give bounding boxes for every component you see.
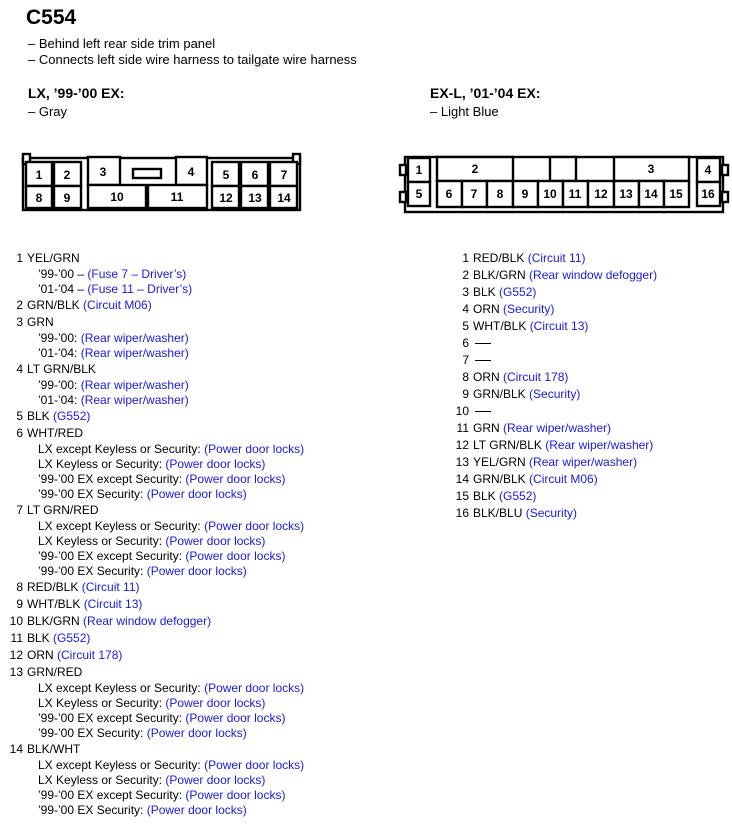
pin-number: 3	[16, 315, 23, 329]
pin-variant-line	[27, 696, 304, 711]
pin-entry	[455, 454, 657, 471]
wire-color: GRN/BLK	[473, 387, 526, 401]
pin-entry	[10, 630, 304, 647]
pin-entry	[462, 386, 657, 403]
wire-color: BLK/GRN	[473, 268, 526, 282]
pin-number: 10	[9, 614, 23, 628]
circuit-reference: (Circuit 178)	[503, 370, 569, 384]
wire-color: BLK/WHT	[27, 742, 81, 756]
variant-condition: ’99-’00:	[38, 378, 81, 392]
pin-variant-line	[27, 803, 304, 818]
cavity-label: 9	[521, 187, 529, 201]
circuit-reference: (Power door locks)	[146, 487, 247, 501]
description-line: – Connects left side wire harness to tailgate wire harness	[28, 52, 357, 67]
circuit-reference: (Circuit 11)	[81, 580, 140, 594]
cavity-label: 2	[471, 162, 479, 176]
variant-condition: LX except Keyless or Security:	[38, 758, 205, 772]
wire-color: BLK/BLU	[473, 506, 523, 520]
cavity-label: 11	[170, 190, 184, 204]
pin-number: 9	[16, 597, 23, 611]
pin-number: 2	[462, 268, 469, 282]
pin-entry	[462, 352, 657, 369]
cavity-label: 14	[277, 191, 291, 205]
pin-variant-line	[27, 378, 304, 393]
circuit-reference: (Fuse 7 – Driver’s)	[87, 267, 187, 281]
circuit-reference: (Rear wiper/washer)	[529, 455, 638, 469]
pin-number: 10	[455, 404, 469, 418]
pin-variant-line	[27, 564, 304, 579]
pin-number: 15	[455, 489, 469, 503]
pin-entry	[16, 502, 304, 519]
circuit-reference: (Power door locks)	[165, 534, 266, 548]
variant-condition: ’99-’00 EX except Security:	[38, 711, 186, 725]
wire-color: BLK	[473, 489, 496, 503]
cavity-label: 6	[445, 187, 453, 201]
pin-variant-line	[27, 788, 304, 803]
housing-tab	[722, 165, 728, 175]
pin-number: 13	[9, 665, 23, 679]
circuit-reference: (Rear window defogger)	[83, 614, 212, 628]
circuit-reference: (Circuit M06)	[529, 472, 598, 486]
cavity-key	[133, 169, 161, 178]
circuit-reference: (Power door locks)	[146, 564, 247, 578]
pin-number: 8	[462, 370, 469, 384]
circuit-reference: (Circuit 13)	[529, 319, 589, 333]
cavity-label: 8	[496, 187, 504, 201]
pin-number: 1	[462, 251, 469, 265]
circuit-reference: (Power door locks)	[146, 803, 247, 817]
cavity-label: 5	[415, 187, 423, 201]
left-connector-diagram	[0, 0, 732, 260]
pin-entry	[456, 420, 657, 437]
pin-number: 9	[462, 387, 469, 401]
pin-variant-line	[27, 282, 304, 297]
pin-variant-line	[27, 758, 304, 773]
cavity-label: 1	[35, 168, 43, 182]
wire-color: WHT/RED	[27, 426, 83, 440]
pin-entry	[16, 297, 304, 314]
wire-color: GRN	[27, 315, 54, 329]
wire-color: RED/BLK	[473, 251, 525, 265]
circuit-reference: (Rear wiper/washer)	[545, 438, 654, 452]
cavity-label: 13	[248, 191, 262, 205]
cavity-label: 10	[543, 187, 557, 201]
circuit-reference: (Power door locks)	[204, 442, 305, 456]
pin-number: 2	[16, 298, 23, 312]
wire-color: LT GRN/BLK	[27, 362, 96, 376]
wire-color: GRN/BLK	[27, 298, 80, 312]
variant-condition: ’99-’00 EX except Security:	[38, 549, 186, 563]
pin-entry	[455, 488, 657, 505]
circuit-reference: (Rear wiper/washer)	[80, 378, 189, 392]
wire-color: ORN	[473, 302, 500, 316]
pin-variant-line	[27, 267, 304, 282]
description-line: – Behind left rear side trim panel	[28, 36, 216, 51]
wire-color: LT GRN/BLK	[473, 438, 542, 452]
circuit-reference: (Power door locks)	[204, 758, 305, 772]
wire-color: YEL/GRN	[473, 455, 526, 469]
variant-condition: LX Keyless or Security:	[38, 773, 166, 787]
pin-entry	[462, 318, 657, 335]
pin-variant-line	[27, 726, 304, 741]
circuit-reference: (G552)	[53, 631, 91, 645]
circuit-reference: (Security)	[503, 302, 555, 316]
circuit-reference: (Power door locks)	[165, 696, 266, 710]
left-pin-list	[9, 250, 305, 818]
variant-condition: ’99-’00 EX Security:	[38, 564, 147, 578]
cavity-label: 1	[415, 163, 423, 177]
wire-color: RED/BLK	[27, 580, 79, 594]
pin-entry	[455, 403, 657, 420]
pin-entry	[455, 505, 657, 522]
cavity-label: 6	[251, 168, 259, 182]
housing-tab	[400, 192, 406, 202]
empty-cavity-dash	[475, 360, 491, 361]
pin-entry	[462, 284, 657, 301]
pin-entry	[16, 408, 304, 425]
pin-number: 8	[16, 580, 23, 594]
pin-number: 14	[9, 742, 23, 756]
wire-color: BLK	[27, 631, 50, 645]
wire-color: WHT/BLK	[27, 597, 81, 611]
pin-number: 7	[462, 353, 469, 367]
circuit-reference: (Security)	[529, 387, 581, 401]
wire-color: BLK	[27, 409, 50, 423]
pin-number: 13	[455, 455, 469, 469]
empty-cavity-dash	[475, 343, 491, 344]
pin-number: 14	[455, 472, 469, 486]
circuit-reference: (Circuit M06)	[83, 298, 152, 312]
pin-entry	[9, 647, 304, 664]
circuit-reference: (Fuse 11 – Driver’s)	[87, 282, 193, 296]
pin-entry	[9, 613, 304, 630]
circuit-reference: (Power door locks)	[204, 681, 305, 695]
pin-variant-line	[27, 773, 304, 788]
variant-condition: LX except Keyless or Security:	[38, 442, 205, 456]
circuit-reference: (Circuit 13)	[83, 597, 143, 611]
right-variant-title: EX-L, ’01-’04 EX:	[430, 85, 541, 101]
cavity-label: 4	[187, 165, 195, 179]
wire-color: LT GRN/RED	[27, 503, 99, 517]
cavity-label: 5	[222, 168, 230, 182]
variant-condition: ’99-’00:	[38, 331, 81, 345]
empty-cavity-dash	[475, 411, 491, 412]
variant-condition: LX Keyless or Security:	[38, 534, 166, 548]
pin-entry	[16, 361, 304, 378]
wire-color: YEL/GRN	[27, 251, 80, 265]
pin-variant-line	[27, 487, 304, 502]
pin-variant-line	[27, 346, 304, 361]
housing-tab	[722, 192, 728, 202]
variant-condition: LX except Keyless or Security:	[38, 519, 205, 533]
right-variant-color: – Light Blue	[430, 104, 499, 119]
variant-condition: ’99-’00 –	[38, 267, 88, 281]
wire-color: GRN/RED	[27, 665, 83, 679]
circuit-reference: (G552)	[53, 409, 91, 423]
variant-condition: ’01-’04 –	[38, 282, 88, 296]
pin-variant-line	[27, 442, 304, 457]
cavity-label: 12	[219, 191, 233, 205]
pin-number: 11	[10, 631, 23, 645]
pin-entry	[462, 369, 657, 386]
right-pin-list	[455, 250, 658, 522]
left-variant-color: – Gray	[28, 104, 68, 119]
left-variant-title: LX, ’99-’00 EX:	[28, 85, 125, 101]
circuit-reference: (Circuit 178)	[57, 648, 123, 662]
circuit-reference: (Security)	[525, 506, 578, 520]
cavity-label: 7	[470, 187, 478, 201]
pin-number: 4	[462, 302, 469, 316]
variant-condition: ’01-’04:	[38, 393, 81, 407]
pin-entry	[16, 579, 304, 596]
variant-condition: LX Keyless or Security:	[38, 457, 166, 471]
circuit-reference: (Circuit 11)	[527, 251, 586, 265]
pin-number: 6	[462, 336, 469, 350]
pin-variant-line	[27, 472, 304, 487]
connector-title: C554	[26, 6, 77, 29]
circuit-reference: (Power door locks)	[204, 519, 305, 533]
housing-tab	[400, 165, 406, 175]
variant-condition: ’01-’04:	[38, 346, 81, 360]
variant-condition: ’99-’00 EX Security:	[38, 803, 147, 817]
pin-variant-line	[27, 519, 304, 534]
circuit-reference: (Power door locks)	[165, 773, 266, 787]
variant-condition: LX Keyless or Security:	[38, 696, 166, 710]
pin-entry	[455, 437, 657, 454]
pin-variant-line	[27, 549, 304, 564]
pin-variant-line	[27, 457, 304, 472]
pin-entry	[16, 250, 304, 267]
circuit-reference: (Power door locks)	[185, 472, 286, 486]
circuit-reference: (Rear window defogger)	[529, 268, 658, 282]
circuit-reference: (Power door locks)	[146, 726, 247, 740]
pin-variant-line	[27, 393, 304, 408]
circuit-reference: (G552)	[499, 489, 537, 503]
wire-color: GRN	[473, 421, 500, 435]
cavity-key	[550, 157, 576, 181]
circuit-reference: (Power door locks)	[185, 711, 286, 725]
circuit-reference: (Power door locks)	[185, 549, 286, 563]
wire-color: GRN/BLK	[473, 472, 526, 486]
circuit-reference: (Rear wiper/washer)	[80, 346, 189, 360]
cavity-label: 4	[704, 163, 712, 177]
pin-number: 12	[455, 438, 469, 452]
cavity-label: 12	[594, 187, 608, 201]
pin-variant-line	[27, 711, 304, 726]
pin-number: 5	[16, 409, 23, 423]
pin-variant-line	[27, 534, 304, 549]
pin-number: 11	[456, 421, 469, 435]
circuit-reference: (Rear wiper/washer)	[503, 421, 612, 435]
circuit-reference: (Power door locks)	[185, 788, 286, 802]
wire-color: ORN	[473, 370, 500, 384]
cavity-label: 11	[568, 187, 582, 201]
cavity-label: 7	[280, 168, 288, 182]
pin-number: 12	[9, 648, 23, 662]
cavity-label: 8	[35, 191, 43, 205]
pin-variant-line	[27, 681, 304, 696]
pin-entry	[16, 596, 304, 613]
cavity-label: 16	[701, 187, 715, 201]
cavity-label: 3	[99, 165, 107, 179]
pin-number: 7	[16, 503, 23, 517]
cavity-label: 15	[669, 187, 683, 201]
circuit-reference: (G552)	[499, 285, 537, 299]
variant-condition: ’99-’00 EX except Security:	[38, 788, 186, 802]
wire-color: ORN	[27, 648, 54, 662]
cavity-label: 9	[63, 191, 71, 205]
circuit-reference: (Power door locks)	[165, 457, 266, 471]
variant-condition: ’99-’00 EX Security:	[38, 726, 147, 740]
pin-entry	[16, 314, 304, 331]
circuit-reference: (Rear wiper/washer)	[80, 331, 189, 345]
wire-color: BLK/GRN	[27, 614, 80, 628]
pin-entry	[462, 335, 657, 352]
pin-entry	[462, 301, 657, 318]
cavity-label: 3	[647, 162, 655, 176]
circuit-reference: (Rear wiper/washer)	[80, 393, 189, 407]
pin-number: 3	[462, 285, 469, 299]
wire-color: BLK	[473, 285, 496, 299]
variant-condition: ’99-’00 EX except Security:	[38, 472, 186, 486]
pin-number: 1	[16, 251, 23, 265]
pin-number: 6	[16, 426, 23, 440]
cavity-label: 14	[644, 187, 658, 201]
cavity-label: 10	[110, 190, 124, 204]
pin-entry	[455, 471, 657, 488]
pin-entry	[16, 425, 304, 442]
pin-number: 4	[16, 362, 23, 376]
pin-entry	[9, 664, 304, 681]
cavity-label: 2	[63, 168, 71, 182]
pin-number: 5	[462, 319, 469, 333]
variant-condition: LX except Keyless or Security:	[38, 681, 205, 695]
variant-condition: ’99-’00 EX Security:	[38, 487, 147, 501]
pin-entry	[462, 250, 657, 267]
pin-number: 16	[455, 506, 469, 520]
pin-entry	[462, 267, 658, 284]
pin-variant-line	[27, 331, 304, 346]
wire-color: WHT/BLK	[473, 319, 527, 333]
pin-entry	[9, 741, 304, 758]
cavity-label: 13	[619, 187, 633, 201]
